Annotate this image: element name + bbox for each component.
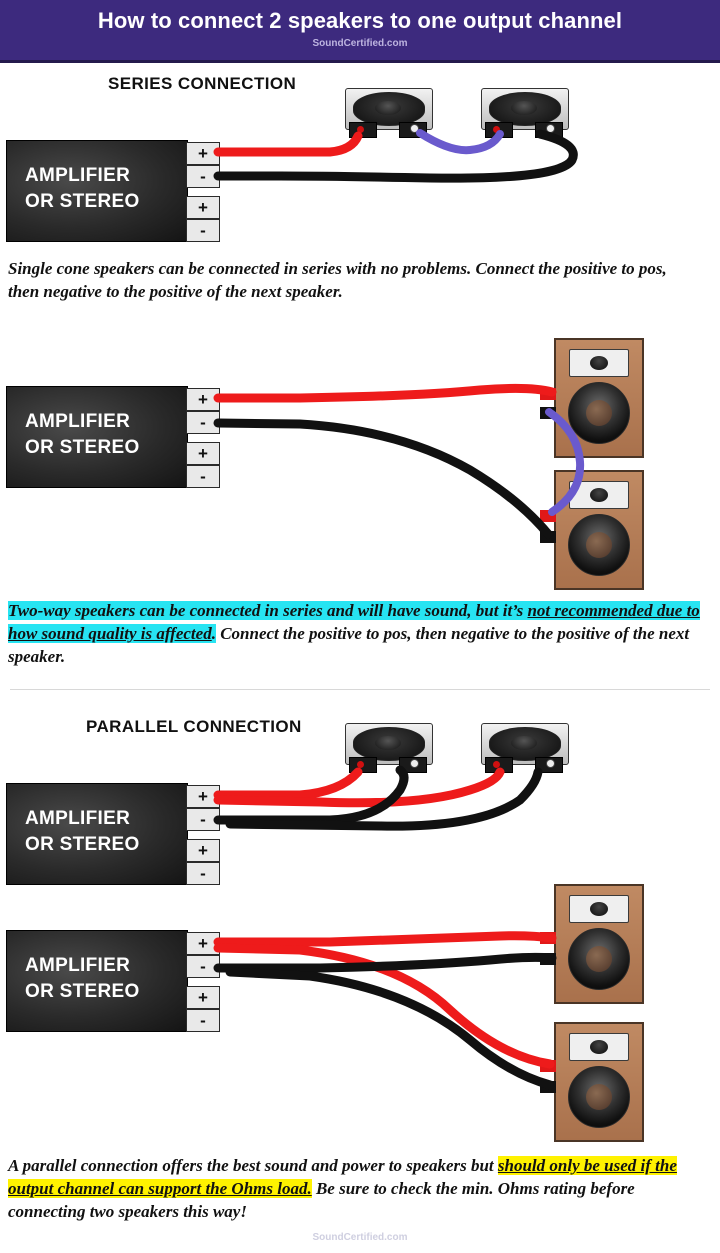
terminal-positive-1: + <box>186 388 220 411</box>
terminal-negative-1: - <box>186 955 220 978</box>
series-section-title: SERIES CONNECTION <box>108 74 297 93</box>
amplifier-label-line2: OR STEREO <box>25 191 140 212</box>
amplifier-label-line1: AMPLIFIER <box>25 411 131 432</box>
amplifier-label-line1: AMPLIFIER <box>25 808 131 829</box>
terminal-positive-2: + <box>186 442 220 465</box>
terminal-positive-2: + <box>186 196 220 219</box>
caption-parallel <box>8 1155 708 1224</box>
header-source-label: SoundCertified.com <box>312 38 408 49</box>
terminal-negative-1: - <box>186 808 220 831</box>
caption-parallel-tail: Be sure to check the min. Ohms rating before connecting two speakers this way! <box>8 1178 635 1221</box>
amplifier-label-line1: AMPLIFIER <box>25 165 131 186</box>
amplifier-label-line2: OR STEREO <box>25 834 140 855</box>
caption-series-twoway-rest: Connect the positive to pos, then negative to the positive of the next speaker. <box>8 623 690 666</box>
caption-parallel-lead: A parallel connection offers the best sound and power to speakers but <box>8 1156 498 1175</box>
terminal-negative-2: - <box>186 219 220 242</box>
caption-series-single-text: Single cone speakers can be connected in series with no problems. Connect the positive to pos, then negative to the positive of the next speaker. <box>8 259 667 301</box>
terminal-positive-1: + <box>186 142 220 165</box>
caption-highlight-cyan-underline: not recommended due to how sound quality is affected <box>8 601 700 643</box>
terminal-negative-1: - <box>186 411 220 434</box>
terminal-negative-2: - <box>186 862 220 885</box>
caption-highlight-cyan-2: . <box>211 623 216 643</box>
amplifier-label-line2: OR STEREO <box>25 437 140 458</box>
terminal-negative-2: - <box>186 465 220 488</box>
terminal-positive-1: + <box>186 932 220 955</box>
amplifier-label-line1: AMPLIFIER <box>25 955 131 976</box>
terminal-positive-2: + <box>186 839 220 862</box>
terminal-negative-2: - <box>186 1009 220 1032</box>
footer-source-label: SoundCertified.com <box>312 1232 408 1243</box>
caption-highlight-yellow: should only be used if the output channel can support the Ohms load. <box>8 1156 677 1198</box>
terminal-positive-2: + <box>186 986 220 1009</box>
parallel-section-title: PARALLEL CONNECTION <box>86 717 302 736</box>
amplifier-label-line2: OR STEREO <box>25 981 140 1002</box>
page-title: How to connect 2 speakers to one output channel <box>97 8 623 33</box>
caption-highlight-cyan-1: Two-way speakers can be connected in series and will have sound, but it’s <box>8 601 528 620</box>
terminal-negative-1: - <box>186 165 220 188</box>
terminal-positive-1: + <box>186 785 220 808</box>
